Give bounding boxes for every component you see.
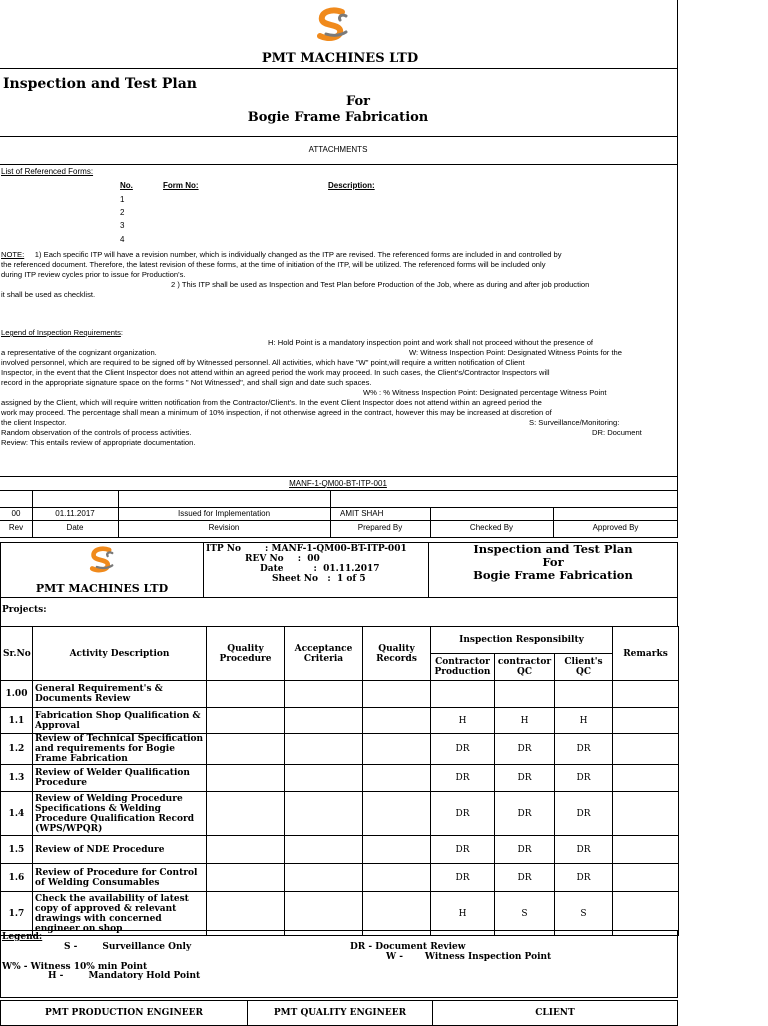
row-contractor-qc bbox=[495, 681, 555, 708]
divider bbox=[0, 68, 678, 69]
legend-line: involved personnel, which are required to be signed off by Witnessed personnel. All activities, which have "W" point,will require a written notification of Client bbox=[1, 358, 525, 367]
divider bbox=[0, 136, 678, 137]
row-sr: 1.1 bbox=[1, 708, 33, 734]
activity-table bbox=[0, 626, 679, 936]
rev-header-checked-by: Checked By bbox=[469, 523, 514, 532]
table-row bbox=[1, 765, 679, 792]
attachments-heading: ATTACHMENTS bbox=[308, 145, 368, 154]
row-quality-records bbox=[363, 792, 431, 836]
ref-forms-heading: List of Referenced Forms: bbox=[1, 167, 94, 176]
rev-header-approved-by: Approved By bbox=[592, 523, 639, 532]
row-activity: Review of Welder Qualification Procedure bbox=[33, 765, 207, 792]
cover-subject: Bogie Frame Fabrication bbox=[247, 110, 429, 125]
row-acceptance bbox=[285, 836, 363, 864]
doc-number: MANF-1-QM00-BT-ITP-001 bbox=[289, 479, 387, 488]
row-remarks bbox=[613, 708, 679, 734]
row-activity: Review of Procedure for Control of Welding Consumables bbox=[33, 864, 207, 892]
legend-line: DR: Document bbox=[592, 428, 642, 437]
header-quality-procedure: Quality Procedure bbox=[207, 627, 285, 681]
company-logo bbox=[312, 6, 356, 44]
row-sr: 1.6 bbox=[1, 864, 33, 892]
legend-line: S: Surveillance/Monitoring: bbox=[529, 418, 620, 427]
row-contractor-production: H bbox=[431, 892, 495, 936]
note2-line: 2 ) This ITP shall be used as Inspection and Test Plan before Production of the Job, where as during and after job production bbox=[171, 280, 590, 289]
row-contractor-qc: DR bbox=[495, 792, 555, 836]
row-remarks bbox=[613, 734, 679, 765]
row-sr: 1.7 bbox=[1, 892, 33, 936]
table-header-row bbox=[1, 627, 679, 654]
row-client-qc: DR bbox=[555, 734, 613, 765]
row-acceptance bbox=[285, 765, 363, 792]
projects-label: Projects: bbox=[2, 605, 47, 615]
sheet-for-line: For bbox=[542, 555, 564, 569]
ref-row-no: 2 bbox=[120, 208, 125, 217]
rev-no-label: REV No bbox=[245, 554, 284, 564]
table-row bbox=[1, 836, 679, 864]
row-contractor-qc: DR bbox=[495, 765, 555, 792]
row-client-qc: H bbox=[555, 708, 613, 734]
company-logo bbox=[86, 545, 120, 575]
row-contractor-production bbox=[431, 681, 495, 708]
sheet-legend-label: Legend: bbox=[2, 932, 43, 942]
row-quality-procedure bbox=[207, 892, 285, 936]
rev-header-revision: Revision bbox=[208, 523, 240, 532]
sheet-meta: ITP No : MANF-1-QM00-BT-ITP-001 REV No : 00 Date : 01.11.2017 Sheet No : 1 of 5 bbox=[206, 544, 407, 584]
company-name: PMT MACHINES LTD bbox=[261, 51, 419, 66]
row-contractor-production: DR bbox=[431, 734, 495, 765]
row-quality-procedure bbox=[207, 765, 285, 792]
ref-row-no: 1 bbox=[120, 195, 125, 204]
row-quality-records bbox=[363, 836, 431, 864]
divider bbox=[0, 507, 678, 508]
header-responsibility: Inspection Responsibilty bbox=[431, 627, 613, 654]
row-contractor-qc: DR bbox=[495, 836, 555, 864]
rev-prepared-by: AMIT SHAH bbox=[340, 509, 384, 518]
ref-row-no: 3 bbox=[120, 221, 125, 230]
row-contractor-production: DR bbox=[431, 792, 495, 836]
table-row bbox=[1, 864, 679, 892]
cover-for: For bbox=[345, 94, 371, 109]
legend-line: record in the appropriate signature space on the forms " Not Witnessed", and shall sign and date such spaces. bbox=[1, 378, 372, 387]
rev-header-date: Date bbox=[66, 523, 84, 532]
signature-client-label: CLIENT bbox=[535, 1008, 575, 1018]
note1-line: the referenced document. Therefore, the latest revision of these forms, at the time of initiation of the ITP, will be utilized. The referenced forms will be included only bbox=[1, 260, 546, 269]
ref-col-form-no: Form No: bbox=[163, 181, 199, 190]
ref-col-no: No. bbox=[120, 181, 133, 190]
row-acceptance bbox=[285, 708, 363, 734]
row-quality-records bbox=[363, 734, 431, 765]
sheet-no-value: 1 of 5 bbox=[337, 574, 366, 584]
header-activity: Activity Description bbox=[33, 627, 207, 681]
row-sr: 1.00 bbox=[1, 681, 33, 708]
legend-line: assigned by the Client, which will require written notification from the Contractor/Client's. In the event Client Inspector does not attend within an agreed period the bbox=[1, 398, 542, 407]
legend-dr: DR - Document Review bbox=[350, 942, 466, 952]
note-line bbox=[1, 250, 673, 260]
sheet-title-line: Inspection and Test Plan bbox=[473, 542, 633, 556]
row-activity: Review of Welding Procedure Specifications & Welding Procedure Qualification Record (WPS/WPQR) bbox=[33, 792, 207, 836]
divider bbox=[0, 164, 678, 165]
row-remarks bbox=[613, 681, 679, 708]
row-contractor-qc: S bbox=[495, 892, 555, 936]
rev-header-prepared-by: Prepared By bbox=[357, 523, 403, 532]
date-label: Date bbox=[260, 564, 284, 574]
header-client-qc: Client's QC bbox=[555, 654, 613, 681]
row-quality-procedure bbox=[207, 792, 285, 836]
header-quality-records: Quality Records bbox=[363, 627, 431, 681]
row-client-qc: S bbox=[555, 892, 613, 936]
row-quality-records bbox=[363, 765, 431, 792]
header-sr-no: Sr.No bbox=[1, 627, 33, 681]
projects-row bbox=[0, 597, 678, 627]
row-remarks bbox=[613, 892, 679, 936]
ref-row-no: 4 bbox=[120, 235, 125, 244]
signature-quality-label: PMT QUALITY ENGINEER bbox=[273, 1008, 407, 1018]
itp-no-value: MANF-1-QM00-BT-ITP-001 bbox=[271, 544, 407, 554]
row-remarks bbox=[613, 792, 679, 836]
sheet-no-label: Sheet No bbox=[272, 574, 319, 584]
legend-line: H: Hold Point is a mandatory inspection point and work shall not proceed without the presence of bbox=[268, 338, 594, 347]
row-acceptance bbox=[285, 892, 363, 936]
row-activity: Check the availability of latest copy of approved & relevant drawings with concerned engineer on shop bbox=[33, 892, 207, 936]
row-acceptance bbox=[285, 681, 363, 708]
table-row bbox=[1, 708, 679, 734]
rev-no-value: 00 bbox=[307, 554, 320, 564]
row-client-qc: DR bbox=[555, 792, 613, 836]
rev-value: 00 bbox=[11, 509, 21, 518]
row-contractor-qc: H bbox=[495, 708, 555, 734]
row-client-qc bbox=[555, 681, 613, 708]
note1-line: during ITP review cycles prior to issue for Production's. bbox=[1, 270, 186, 279]
note-label: NOTE: bbox=[1, 250, 25, 259]
row-activity: Review of NDE Procedure bbox=[33, 836, 207, 864]
row-acceptance bbox=[285, 734, 363, 765]
header-contractor-qc: contractor QC bbox=[495, 654, 555, 681]
ref-col-description: Description: bbox=[328, 181, 375, 190]
legend-line: W% : % Witness Inspection Point: Designated percentage Witness Point bbox=[363, 388, 607, 397]
row-activity: Fabrication Shop Qualification & Approval bbox=[33, 708, 207, 734]
row-quality-procedure bbox=[207, 708, 285, 734]
legend-w: W - Witness Inspection Point bbox=[386, 952, 552, 962]
row-quality-procedure bbox=[207, 836, 285, 864]
header-acceptance: Acceptance Criteria bbox=[285, 627, 363, 681]
row-client-qc: DR bbox=[555, 765, 613, 792]
row-sr: 1.3 bbox=[1, 765, 33, 792]
row-contractor-production: DR bbox=[431, 864, 495, 892]
signature-production-label: PMT PRODUCTION ENGINEER bbox=[45, 1008, 203, 1018]
row-contractor-production: H bbox=[431, 708, 495, 734]
note1-line: 1) Each specific ITP will have a revision number, which is individually changed as the ITP are revised. The referenced forms are included in and controlled by bbox=[34, 250, 562, 259]
table-row bbox=[1, 892, 679, 936]
row-quality-procedure bbox=[207, 864, 285, 892]
rev-date: 01.11.2017 bbox=[55, 509, 95, 518]
legend-line: Review: This entails review of appropriate documentation. bbox=[1, 438, 196, 447]
row-client-qc: DR bbox=[555, 864, 613, 892]
table-row bbox=[1, 734, 679, 765]
row-contractor-qc: DR bbox=[495, 734, 555, 765]
row-acceptance bbox=[285, 864, 363, 892]
table-row bbox=[1, 681, 679, 708]
header-contractor-production: Contractor Production bbox=[431, 654, 495, 681]
itp-no-label: ITP No bbox=[206, 544, 242, 554]
row-remarks bbox=[613, 864, 679, 892]
row-remarks bbox=[613, 765, 679, 792]
row-quality-records bbox=[363, 681, 431, 708]
legend-wp: W% - Witness 10% min Point bbox=[2, 962, 148, 972]
row-contractor-qc: DR bbox=[495, 864, 555, 892]
legend-s: S - Surveillance Only bbox=[64, 942, 192, 952]
legend-h: H - Mandatory Hold Point bbox=[48, 971, 201, 981]
rev-revision: Issued for Implementation bbox=[177, 509, 271, 518]
row-quality-records bbox=[363, 708, 431, 734]
legend-line: Inspector, in the event that the Client Inspector does not attend within an agreed period the work may proceed. In such cases, the Client's/Contractor Inspectors will bbox=[1, 368, 550, 377]
divider bbox=[0, 476, 678, 477]
table-row bbox=[1, 792, 679, 836]
note2-line: it shall be used as checklist. bbox=[1, 290, 96, 299]
header-remarks: Remarks bbox=[613, 627, 679, 681]
legend-line: work may proceed. The percentage shall mean a minimum of 10% inspection, if not otherwise agreed in the contract, however this may be increased at discretion of bbox=[1, 408, 552, 417]
legend-block: Legend of Inspection Requirements: H: Hold Point is a mandatory inspection point and work shall not proceed without the presence of a representative of the cognizant organization. W: Witness Inspection Point: Designated Witness Points for the involved personnel, which are required to be signed off by Witnessed personnel. All activities, which have "W" point,will require a written notification of Client Inspector, in the event that the Client Inspector does not attend within an agreed period the work may proceed. In such cases, the Client's/Contractor Inspectors will record in the appropriate signature space on the forms " Not Witnessed", and shall sign and date such spaces. W% : % Witness Inspection Point: Designated percentage Witness Point assigned by the Client, which will require written notification from the Contractor/Client's. In the event Client Inspector does not attend within an agreed period the work may proceed. The percentage shall mean a minimum of 10% inspection, if not otherwise agreed in the contract, however this may be increased at discretion of the client Inspector. S: Surveillance/Monitoring: Random observation of the controls of process activities. DR: Document Review: This entails review of appropriate documentation. bbox=[1, 328, 673, 448]
row-sr: 1.4 bbox=[1, 792, 33, 836]
sheet-subject-line: Bogie Frame Fabrication bbox=[473, 568, 633, 582]
row-sr: 1.2 bbox=[1, 734, 33, 765]
row-activity: Review of Technical Specification and requirements for Bogie Frame Fabrication bbox=[33, 734, 207, 765]
divider bbox=[0, 520, 678, 521]
row-client-qc: DR bbox=[555, 836, 613, 864]
row-quality-records bbox=[363, 864, 431, 892]
rev-header-rev: Rev bbox=[8, 523, 24, 532]
row-acceptance bbox=[285, 792, 363, 836]
sheet-company-name: PMT MACHINES LTD bbox=[35, 582, 169, 595]
row-contractor-production: DR bbox=[431, 765, 495, 792]
row-contractor-production: DR bbox=[431, 836, 495, 864]
legend-heading: Legend of Inspection Requirements bbox=[1, 328, 121, 337]
row-quality-procedure bbox=[207, 734, 285, 765]
row-quality-records bbox=[363, 892, 431, 936]
row-activity: General Requirement's & Documents Review bbox=[33, 681, 207, 708]
legend-line: W: Witness Inspection Point: Designated Witness Points for the bbox=[409, 348, 623, 357]
row-remarks bbox=[613, 836, 679, 864]
sheet-title bbox=[428, 543, 678, 582]
date-value: 01.11.2017 bbox=[323, 564, 380, 574]
row-sr: 1.5 bbox=[1, 836, 33, 864]
cover-itp-title: Inspection and Test Plan bbox=[3, 76, 197, 92]
note-block bbox=[1, 250, 673, 300]
row-quality-procedure bbox=[207, 681, 285, 708]
divider bbox=[0, 490, 678, 491]
